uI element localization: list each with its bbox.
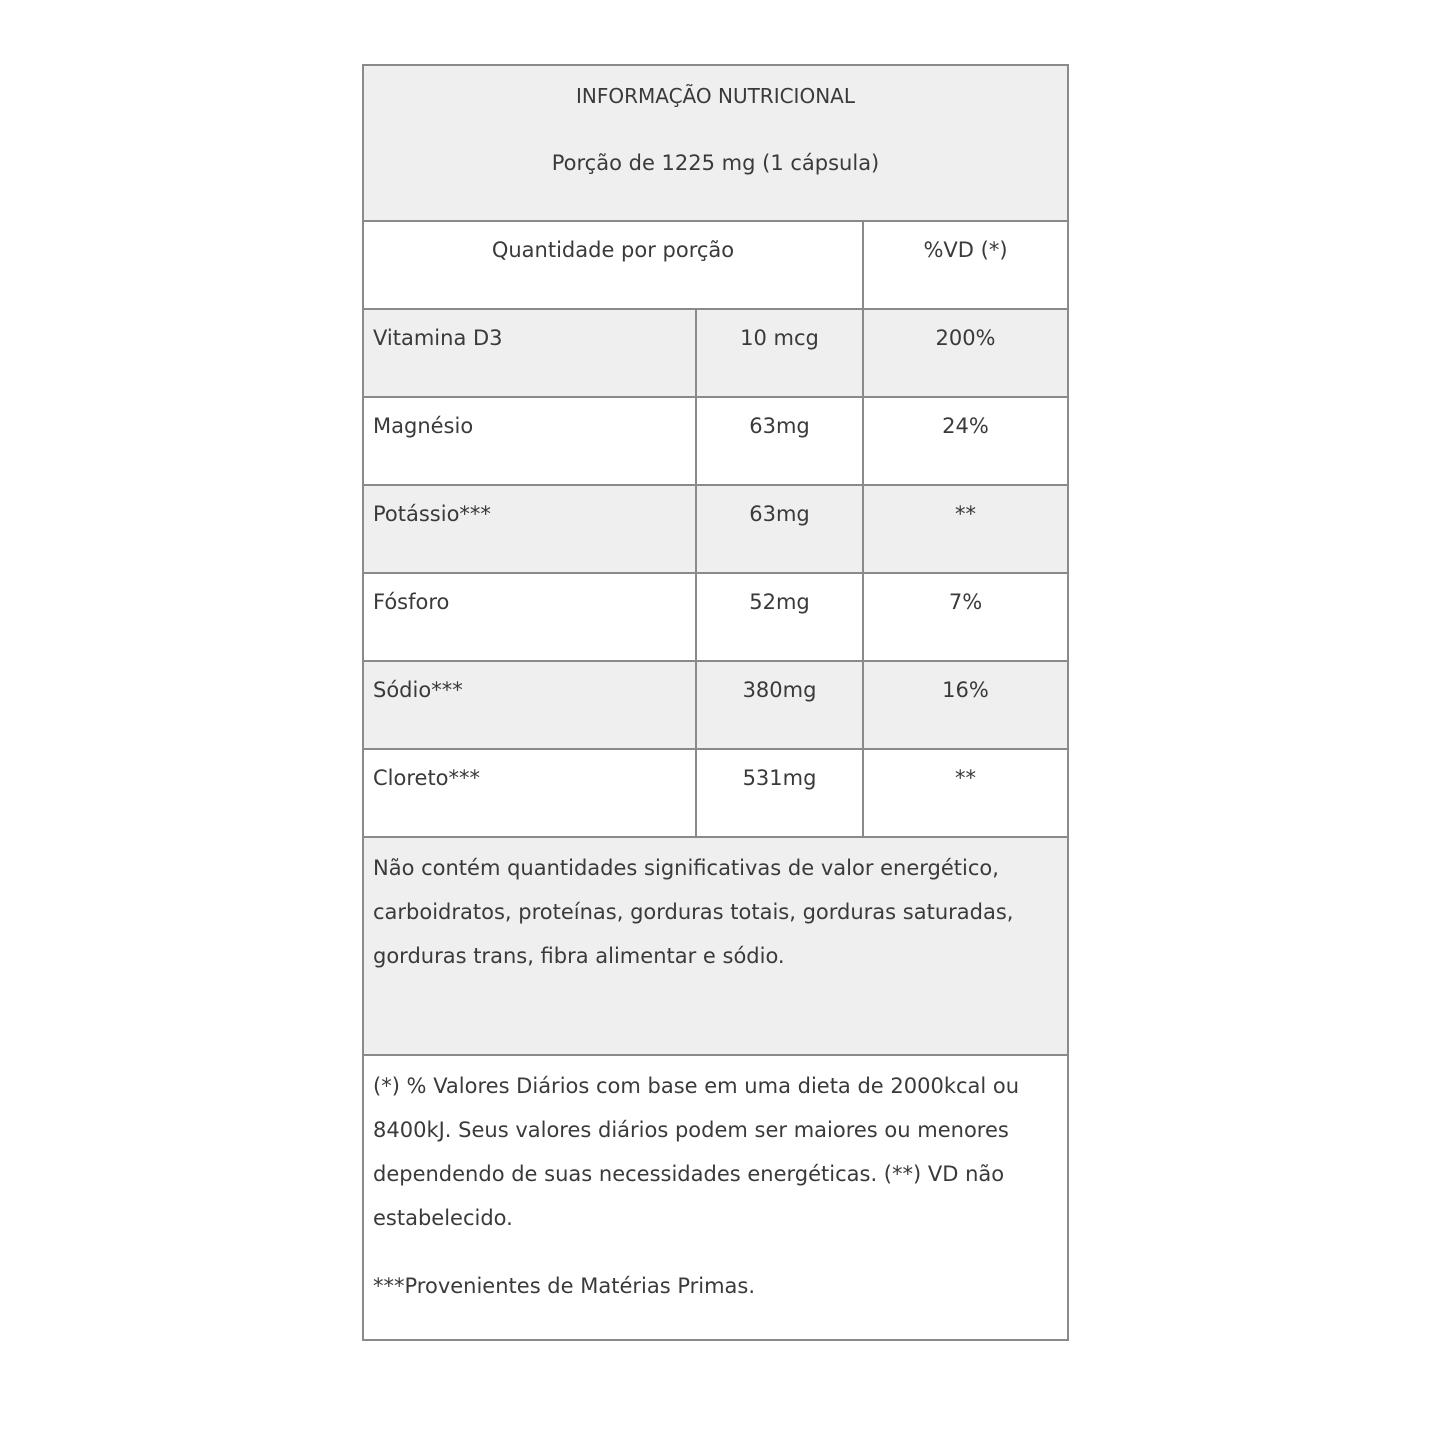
nutrient-name: Potássio*** <box>373 502 491 526</box>
table-header <box>364 66 1067 220</box>
table-title: INFORMAÇÃO NUTRICIONAL <box>576 84 855 108</box>
nutrient-dv: ** <box>862 750 1067 836</box>
footnotes <box>364 1054 1067 1339</box>
nutrient-name: Magnésio <box>373 414 474 438</box>
nutrient-dv: 16% <box>862 662 1067 748</box>
nutrient-dv: 7% <box>862 574 1067 660</box>
nutrient-amount: 531mg <box>695 750 862 836</box>
nutrient-amount: 63mg <box>695 398 862 484</box>
not-significant-note <box>364 836 1067 1056</box>
table-row <box>364 484 1067 572</box>
quantity-header: Quantidade por porção <box>491 238 735 262</box>
table-row <box>364 572 1067 660</box>
nutrient-dv: 24% <box>862 398 1067 484</box>
nutrient-name: Vitamina D3 <box>373 326 503 350</box>
nutrient-name: Cloreto*** <box>373 766 481 790</box>
nutrient-name: Fósforo <box>373 590 450 614</box>
nutrient-amount: 52mg <box>695 574 862 660</box>
nutrient-dv: ** <box>862 486 1067 572</box>
nutrient-amount: 10 mcg <box>695 310 862 396</box>
nutrient-amount: 63mg <box>695 486 862 572</box>
table-row <box>364 748 1067 836</box>
dv-header: %VD (*) <box>862 222 1067 308</box>
table-row <box>364 660 1067 748</box>
serving-size: Porção de 1225 mg (1 cápsula) <box>551 151 880 175</box>
nutrient-name: Sódio*** <box>373 678 463 702</box>
nutrient-dv: 200% <box>862 310 1067 396</box>
nutrient-amount: 380mg <box>695 662 862 748</box>
table-row <box>364 308 1067 396</box>
nutrition-facts-table <box>362 64 1069 1341</box>
table-row <box>364 396 1067 484</box>
daily-values-note: (*) % Valores Diários com base em uma dieta de 2000kcal ou 8400kJ. Seus valores diários podem ser maiores ou menores dependendo de suas necessidades energéticas. (**) VD não estabelecido. <box>373 1074 1020 1230</box>
not-significant-text: Não contém quantidades significativas de valor energético, carboidratos, proteínas, gorduras totais, gorduras saturadas, gorduras trans, fibra alimentar e sódio. <box>373 856 1014 968</box>
raw-materials-note: ***Provenientes de Matérias Primas. <box>373 1274 756 1298</box>
column-header-row <box>364 220 1067 308</box>
